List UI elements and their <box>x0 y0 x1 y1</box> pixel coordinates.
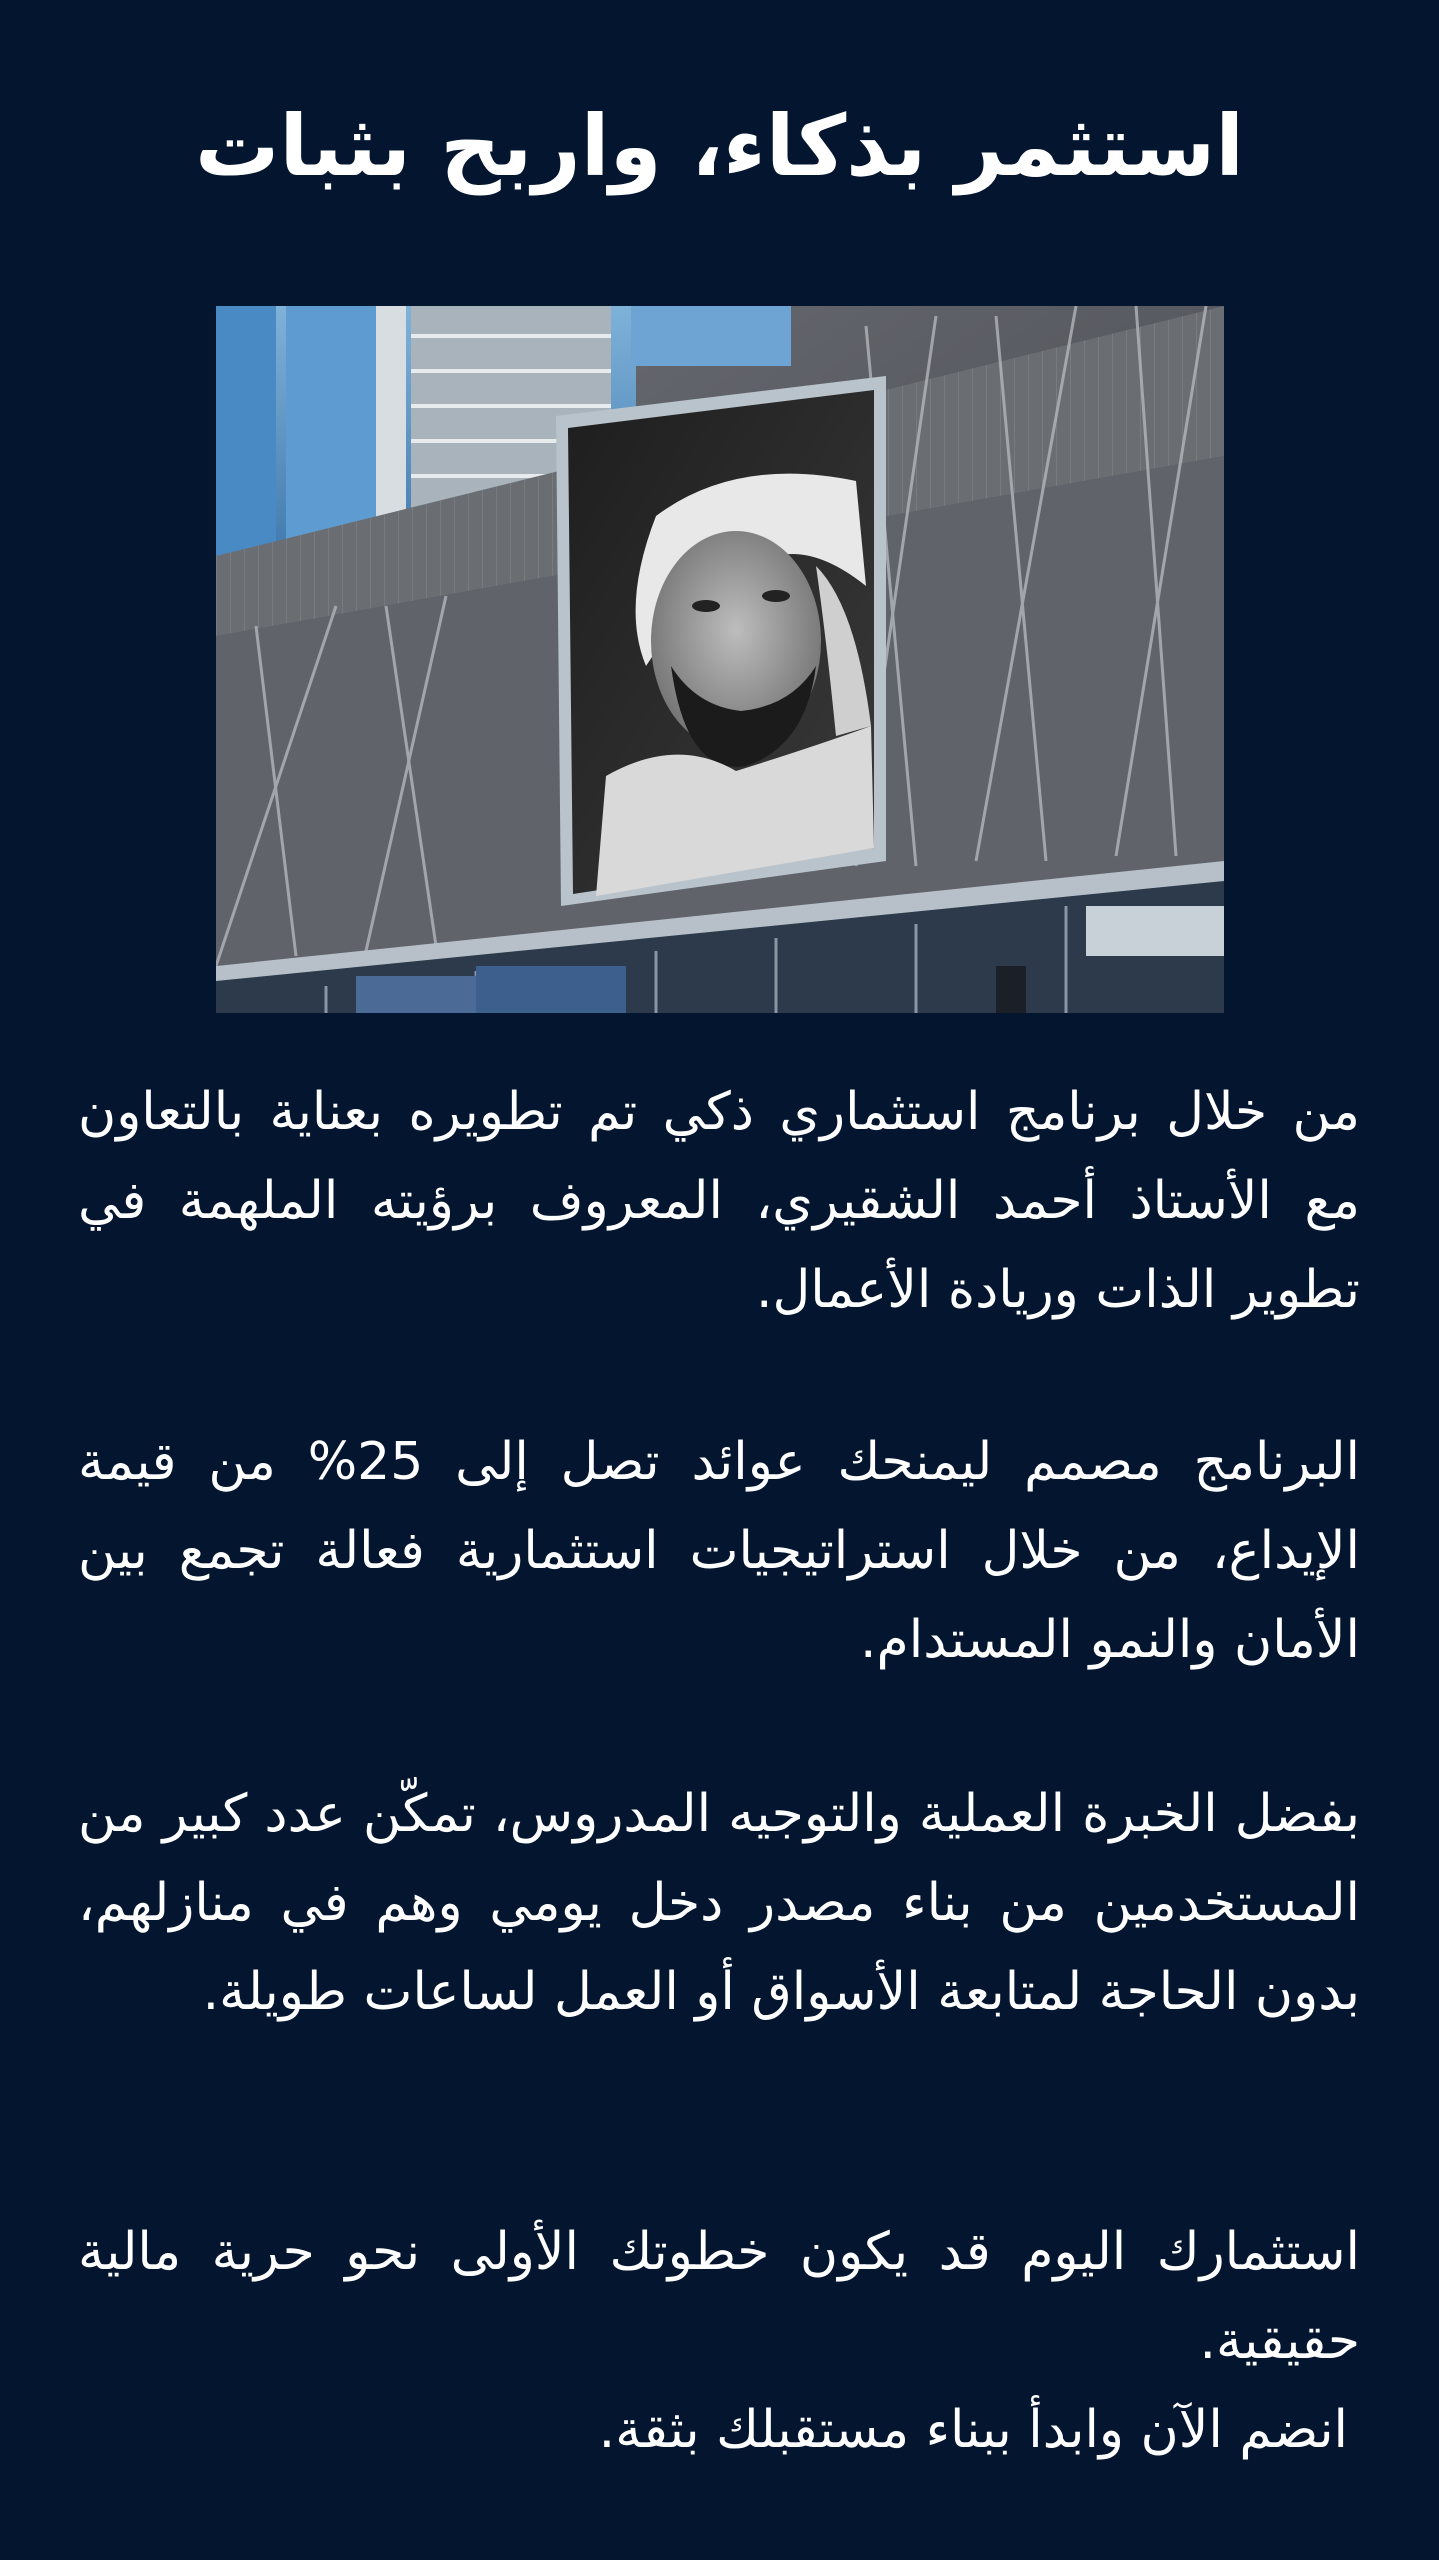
paragraph-returns: البرنامج مصمم ليمنحك عوائد تصل إلى 25% من قيمة الإيداع، من خلال استراتيجيات استثمارية فعالة تجمع بين الأمان والنمو المستدام. <box>78 1432 1360 1670</box>
paragraph-intro: من خلال برنامج استثماري ذكي تم تطويره بعناية بالتعاون مع الأستاذ أحمد الشقيري، المعروف برؤيته الملهمة في تطوير الذات وريادة الأعمال. <box>78 1082 1360 1320</box>
paragraph-freedom: استثمارك اليوم قد يكون خطوتك الأولى نحو حرية مالية حقيقية. <box>78 2222 1360 2371</box>
hero-image <box>216 306 1224 1013</box>
paragraph-call-to-action: انضم الآن وابدأ ببناء مستقبلك بثقة. <box>598 2400 1348 2460</box>
paragraph-experience: بفضل الخبرة العملية والتوجيه المدروس، تمكّن عدد كبير من المستخدمين من بناء مصدر دخل يومي وهم في منازلهم، بدون الحاجة لمتابعة الأسواق أو العمل لساعات طويلة. <box>78 1784 1360 2022</box>
headline: استثمر بذكاء، واربح بثبات <box>194 97 1245 195</box>
